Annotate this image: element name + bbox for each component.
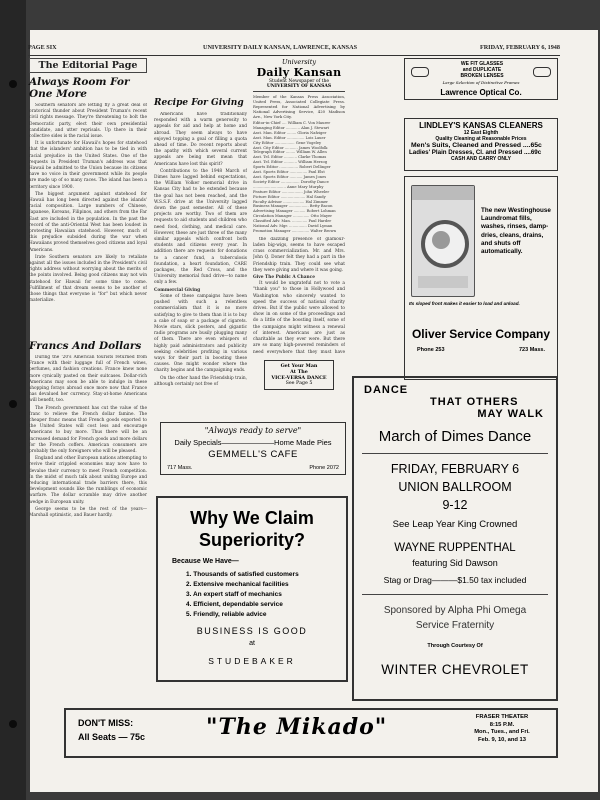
optical-text	[433, 61, 531, 79]
glasses-icon-right	[533, 67, 551, 77]
paragraph: Irate Southern senators are likely to retaliate against all the issues included in the President's civil rights address without worrying about the merits of the points involved. Being good citizens may not win statehood for Hawaii for some time to come. Fulfillment of that dream seems to be another of those things that everyone is "for" but which never materialize.	[29, 254, 147, 304]
page-number: PAGE SIX	[28, 44, 57, 51]
staff-entry: Asst. City Editor ........... James Woolfolk	[253, 145, 328, 150]
lawrence-optical-ad	[404, 58, 558, 100]
stude-h2: Superiority?	[198, 530, 305, 550]
dance-sponsor: Sponsored by Alpha Phi Omega	[383, 605, 527, 616]
cleaners-line1: Men's Suits, Cleaned and Pressed ....65c	[411, 142, 542, 149]
staff-entry: Promotion Manager ............... Walter Brown	[253, 228, 337, 233]
staff-entry: Asst. Man. Editor ............... Lois Lauer	[253, 135, 326, 140]
mikado-days: Mon., Tues., and Fri.	[474, 729, 530, 735]
mikado-ad	[64, 708, 558, 758]
gym-line1: Get Your Man	[280, 362, 318, 369]
staff-entry: Advertising Manager .......... Robert Lohman	[253, 209, 336, 214]
paragraph: On the other hand the Friendship train, although certainly not free of	[154, 375, 247, 387]
gemmell-phone: Phone 2072	[309, 465, 339, 471]
washing-machine-icon	[411, 185, 475, 297]
stude-at: at	[249, 640, 255, 647]
staff-entry: Society Editor ................ Dorothy Dance	[253, 179, 329, 184]
stude-item: 4. Efficient, dependable service	[186, 601, 283, 608]
staff-list	[253, 121, 345, 234]
paragraph: Southern senators are letting fly a great deal of oratorical thunder about President Truman's recent civil rights message. They're threatening to bolt the Democratic party, elect their own presidential candidate, and utter reprisals. Up there in their collective sides is the racial issue.	[29, 103, 147, 140]
editorial-body-1	[29, 103, 147, 336]
paragraph: It would be ungrateful not to vote a "thank you" to those in Hollywood and Washington who sincerely wanted to speed the success of national charity drives. But if the public were allowed to show in on some of the proceedings and do a little of the boosting itself, some of the campaigns might witness a renewal of interest. Americans are just as charitable as they ever were. But there are so many high-powered reminders of need everywhere that they must have	[253, 281, 345, 355]
staff-entry: Sports Editor ................ Robert Dellinger	[253, 165, 331, 170]
dance-featuring: featuring Sid Dawson	[412, 558, 498, 568]
masthead-name: Daily Kansan	[256, 66, 342, 79]
issue-date: FRIDAY, FEBRUARY 6, 1948	[479, 44, 560, 51]
studebaker-ad	[156, 496, 348, 682]
staff-entry: Classified Adv. Man. ............. Paul Harder	[253, 219, 332, 224]
cleaners-address: 12 East Eighth	[463, 130, 499, 136]
staff-entry: Asst. Sports Editor ............... Paul Elst	[253, 170, 325, 175]
gemmell-name: GEMMELL'S CAFE	[208, 449, 298, 460]
header-rule	[28, 55, 560, 56]
paragraph: Some of these campaigns have been pushed with such a relentless commercialism that it is no more satisfying to give to them than it is to buy a cake of soap or a package of cigarets. Movie stars, slick posters, and gigantic radio programs are busily plugging many of them. There are even whispers of highly paid administrators and publicity seeking celebrities profiting in various ways for their part in boosting these causes. One might wonder where the charity begins and the campaigning ends.	[154, 293, 247, 374]
paper-name: UNIVERSITY DAILY KANSAN, LAWRENCE, KANSAS	[203, 44, 358, 51]
stude-items	[186, 570, 299, 620]
optical-name: Lawrence Optical Co.	[440, 88, 522, 97]
paragraph: The French government has cut the value of the franc to relieve the French dollar famine. The cheaper franc means that French goods exported to the United States will cost less and encourage Americans to buy more. Thus there will be an increased demand for French goods and more dollars for the French coffers. American consumers are probably the only foreigners who will be pleased.	[29, 405, 147, 455]
stude-lead: Because We Have—	[172, 558, 239, 565]
optical-frames: Large Selection of Distinctive Frames	[442, 80, 520, 85]
staff-entry: City Editor ................. Gene Vogeley	[253, 140, 322, 145]
gemmell-address: 717 Mass.	[167, 465, 193, 471]
dance-l1: DANCE	[364, 384, 409, 396]
dance-price: Stag or Drag———$1.50 tax included	[383, 575, 527, 585]
masthead-member: Member of the Kansas Press Association, United Press, Associated Collegiate Press. Represented for National Advertising by National Advertising Service, 420 Madison Ave., New York City.	[253, 94, 345, 119]
gemmells-cafe-ad	[160, 422, 346, 475]
paragraph: It is unfortunate for Hawaii's hopes for statehood that the islanders' ambition has to be tied in with racial prejudice in the United States. One of the requests in President Truman's address was that Hawaii be admitted to the Union because its citizens have no voice in their government while its people are made up of so many races. The island has been a territory since 1900.	[29, 141, 147, 190]
stude-item: 1. Thousands of satisfied customers	[186, 571, 299, 578]
masthead-column	[253, 58, 345, 390]
punch-hole	[9, 80, 17, 88]
dance-crown: See Leap Year King Crowned	[392, 519, 518, 530]
mikado-dontmiss: DON'T MISS:	[78, 718, 134, 728]
masthead-sub: Student Newspaper of the	[268, 79, 330, 84]
staff-entry: Asst. Sports Editor ........... James Jones	[253, 174, 327, 179]
friendship-body	[253, 237, 345, 355]
mikado-seats: All Seats — 75c	[78, 732, 146, 742]
lindleys-cleaners-ad	[404, 118, 558, 171]
stude-item: 3. An expert staff of mechanics	[186, 591, 282, 598]
staff-entry: Managing Editor ............ Alan J. Stewart	[253, 125, 330, 130]
oliver-caption: Its sloped front makes it easier to load and unload.	[409, 301, 520, 306]
dance-date: FRIDAY, FEBRUARY 6	[390, 462, 520, 476]
staff-entry: Feature Editor .................. John Wheeler	[253, 189, 330, 194]
optical-l1: WE FIT GLASSES	[460, 61, 504, 67]
stude-tag: BUSINESS IS GOOD	[196, 626, 308, 636]
mikado-dates: Feb. 9, 10, and 13	[477, 736, 526, 743]
get-your-man-box	[264, 360, 334, 390]
paragraph: the dazzling presence of glamour-laden big-wigs, seems to have escaped crass commercialization. Mr. and Mrs. John Q. Doner felt they had a part in the Friendship train. They could see what they were giving and where it was going.	[253, 236, 345, 273]
masthead-top: University	[281, 58, 317, 66]
masthead-sub2: UNIVERSITY OF KANSAS	[266, 84, 332, 89]
paragraph: Americans have traditionally responded with a warm generosity to appeals for aid and help at home and abroad. They seem always to have enjoyed topping a goal or filling a quota ahead of time. Do recent reports about the apathy with which several current appeals are being met mean that Americans have lost this spirit?	[154, 112, 247, 167]
staff-entry: Asst. Tel. Editor ........... Clarke Thomas	[253, 155, 327, 160]
paragraph: George seems to be the rest of the years—Marshall optimistic, and Bauer hardly.	[29, 506, 147, 519]
staff-entry: Asst. Man. Editor ........ Gloria Nafziger	[253, 130, 327, 135]
oliver-service-ad	[404, 176, 558, 380]
staff-entry: ............................ Anne Mary Murphy	[253, 184, 324, 189]
staff-entry: Asst. Tel. Editor ........... William Herzog	[253, 160, 328, 165]
dance-title: March of Dimes Dance	[378, 428, 532, 445]
oliver-phone: Phone 253	[417, 347, 445, 353]
masthead	[253, 58, 345, 92]
gym-line3: VICE-VERSA DANCE	[271, 374, 327, 381]
stude-h1: Why We Claim	[190, 508, 314, 528]
punch-hole	[9, 720, 17, 728]
dance-band: WAYNE RUPPENTHAL	[394, 542, 516, 554]
dance-service: Service Fraternity	[415, 620, 495, 631]
gym-line2: At The	[290, 368, 308, 375]
cleaners-slogan: Quality Cleaning at Reasonable Prices	[435, 136, 527, 142]
stude-item: 5. Friendly, reliable advice	[186, 611, 267, 618]
oliver-copy: The new Westinghouse Laundromat fills, washes, rinses, damp-dries, cleans, drains, and shuts off automatically.	[481, 207, 551, 256]
headline-always-room: Always Room For One More	[29, 76, 130, 100]
optical-l2: and DUPLICATE	[462, 67, 502, 73]
headline-recipe: Recipe For Giving	[154, 98, 244, 108]
dance-divider	[362, 453, 548, 454]
dance-courtesy: Through Courtesy Of	[427, 643, 483, 649]
staff-entry: Picture Editor ..................... Hal Sandy	[253, 194, 326, 199]
editorial-body-2	[29, 355, 147, 688]
staff-entry: National Adv. Mgr. ............... David Lyman	[253, 224, 333, 229]
stude-brand: STUDEBAKER	[208, 656, 296, 666]
dance-venue: UNION BALLROOM	[398, 480, 512, 494]
mikado-info	[458, 714, 546, 744]
section-title: The Editorial Page	[29, 58, 147, 73]
gemmell-slogan: "Always ready to serve"	[204, 426, 302, 435]
mikado-time: 8:15 P.M.	[489, 721, 515, 728]
mikado-theater: FRASER THEATER	[475, 714, 529, 720]
staff-entry: Circulation Manager .............. Otto Mayer	[253, 214, 332, 219]
dance-divider2	[362, 594, 548, 595]
subhead-commercial: Commercial Giving	[154, 287, 201, 293]
headline-francs: Francs And Dollars	[29, 340, 142, 352]
page-header	[28, 44, 560, 54]
giving-column	[154, 98, 247, 442]
cleaners-cash: CASH AND CARRY ONLY	[451, 156, 511, 162]
glasses-icon	[411, 67, 429, 77]
oliver-address: 723 Mass.	[519, 347, 545, 353]
staff-entry: Editor-in-Chief .... William C. Von Maurer	[253, 121, 331, 125]
staff-entry: Business Manager ................. Betty Bacon	[253, 204, 333, 209]
giving-body	[154, 112, 247, 442]
oliver-name: Oliver Service Company	[411, 327, 551, 341]
editorial-column-1	[29, 58, 147, 688]
subhead-give-public: Give The Public A Chance	[253, 275, 315, 281]
staff-entry: Telegraph Editor ........ William W. Allen	[253, 150, 327, 155]
paragraph: The biggest argument against statehood for Hawaii has long been directed against the islands' racial composition. Large numbers of Chinese, Japanese, Koreans, Filipinos, and others from the Far East are included in the population. In the past the record of the anti-Oriental West has been loudest in protesting Hawaiian statehood. However, much of this prejudice subsided during the war when Hawaiians proved themselves good citizens and loyal Americans.	[29, 191, 147, 253]
punch-hole	[9, 400, 17, 408]
paragraph: England and other European nations attempting to revive their crippled economies may now have to devalue their currency to meet French competition. In the midst of much talk about uniting Europe and reducing international trade barriers there, this development sounds like the rumblings of economic warfare. The dollar scramble may drive another wedge in European unity.	[29, 456, 147, 505]
paragraph: Contributions to the 1948 March of Dimes have lagged behind expectations, the William Volker memorial drive in Kansas City had to be extended because the goal has not been reached, and the W.S.S.F. drive at the University lagged down the past semester. All of these projects are worthy. Two of them are requests to aid students and children who need food, clothing, and medical care. However, these are just three of the many similar appeals which confront both students and citizens every year. In addition there are requests for donations to a cancer fund, a tuberculosis foundation, a heart foundation, CARE packages, the Red Cross, and the University memorial fund drive—to name only a few.	[154, 168, 247, 286]
dance-l3: MAY WALK	[477, 408, 544, 420]
stude-item: 2. Extensive mechanical facilities	[186, 581, 289, 588]
cleaners-name: LINDLEY'S KANSAS CLEANERS	[419, 121, 543, 130]
paragraph: During the '20's American tourists returned from France with their luggage full of French wines, perfumes, and fashion creations. France knew none more cynically pasted on their suitcases. Dollar-rich Americans may soon be able to indulge in these shopping forays abroad once more now that France has devalued her currency. Stay-at-home Americans will benefit, too.	[29, 355, 147, 404]
gym-line4: See Page 5	[285, 380, 313, 386]
optical-l3: BROKEN LENSES	[460, 73, 504, 79]
gemmell-line: Daily Specials———————Home Made Pies	[174, 438, 332, 447]
march-of-dimes-ad	[352, 376, 558, 701]
dance-time: 9-12	[442, 498, 468, 512]
dance-chevrolet: WINTER CHEVROLET	[381, 662, 529, 677]
cleaners-line2: Ladies' Plain Dresses, Cl. and Pressed ....69c	[409, 149, 542, 156]
dance-l2: THAT OTHERS	[430, 396, 519, 408]
staff-entry: Faculty Advisor .................. Hal Zimmer	[253, 199, 328, 204]
mikado-title: "The Mikado"	[206, 714, 388, 740]
